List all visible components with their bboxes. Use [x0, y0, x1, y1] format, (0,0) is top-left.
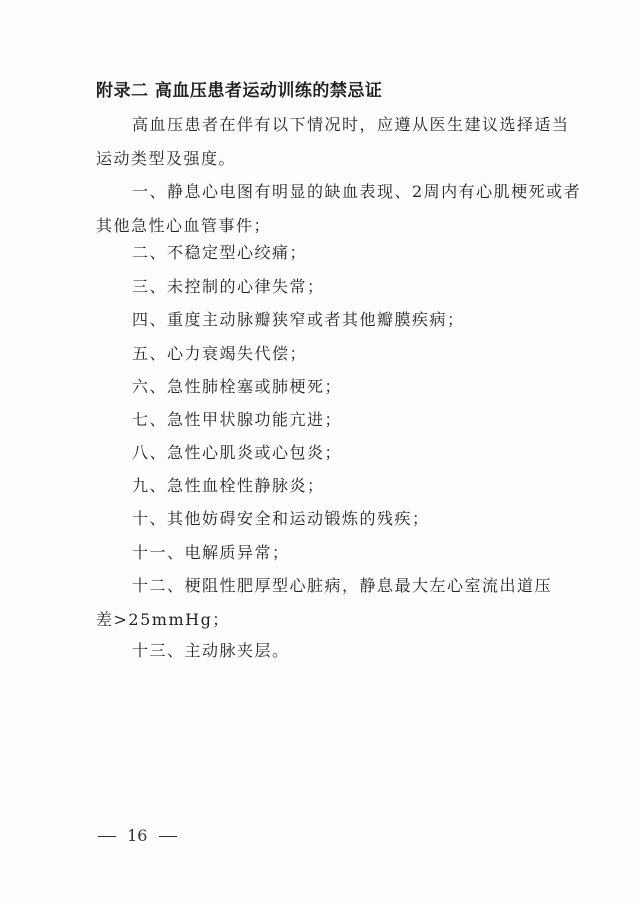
list-item-2-line-1: 二、不稳定型心绞痛；	[132, 243, 308, 262]
list-item-5	[96, 337, 562, 371]
list-item-13-line-1: 十三、主动脉夹层。	[132, 641, 290, 660]
intro-paragraph	[96, 108, 570, 176]
list-item-12	[96, 569, 562, 637]
intro-line-2: 运动类型及强度。	[96, 149, 237, 168]
list-item-11-line-1: 十一、电解质异常；	[132, 543, 290, 562]
list-item-9-line-1: 九、急性血栓性静脉炎；	[132, 476, 325, 495]
intro-line-1: 高血压患者在伴有以下情况时，应遵从医生建议选择适当	[132, 115, 570, 134]
list-item-13	[96, 634, 562, 668]
list-item-10	[96, 502, 562, 536]
footer-dash-left	[98, 836, 116, 837]
list-item-4	[96, 303, 562, 337]
page-footer	[92, 826, 183, 845]
list-item-7	[96, 403, 562, 437]
list-item-1-line-1: 一、静息心电图有明显的缺血表现、2周内有心肌梗死或者	[132, 182, 582, 201]
list-item-5-line-1: 五、心力衰竭失代偿；	[132, 344, 308, 363]
list-item-9	[96, 469, 562, 503]
list-item-12-line-2: 差>25mmHg；	[96, 610, 230, 629]
appendix-title: 附录二 高血压患者运动训练的禁忌证	[96, 81, 383, 101]
list-item-2	[96, 236, 562, 270]
list-item-8	[96, 436, 562, 470]
list-item-3	[96, 270, 562, 304]
list-item-10-line-1: 十、其他妨碍安全和运动锻炼的残疾；	[132, 509, 430, 528]
list-item-4-line-1: 四、重度主动脉瓣狭窄或者其他瓣膜疾病；	[132, 310, 465, 329]
page-number: 16	[127, 826, 148, 845]
list-item-6	[96, 370, 562, 404]
list-item-12-line-1: 十二、梗阻性肥厚型心脏病，静息最大左心室流出道压	[132, 576, 553, 595]
list-item-11	[96, 536, 562, 570]
footer-dash-right	[159, 836, 177, 837]
list-item-1	[96, 175, 582, 243]
list-item-7-line-1: 七、急性甲状腺功能亢进；	[132, 410, 343, 429]
list-item-8-line-1: 八、急性心肌炎或心包炎；	[132, 443, 343, 462]
list-item-6-line-1: 六、急性肺栓塞或肺梗死；	[132, 377, 343, 396]
list-item-1-line-2: 其他急性心血管事件；	[96, 216, 272, 235]
list-item-3-line-1: 三、未控制的心律失常；	[132, 277, 325, 296]
